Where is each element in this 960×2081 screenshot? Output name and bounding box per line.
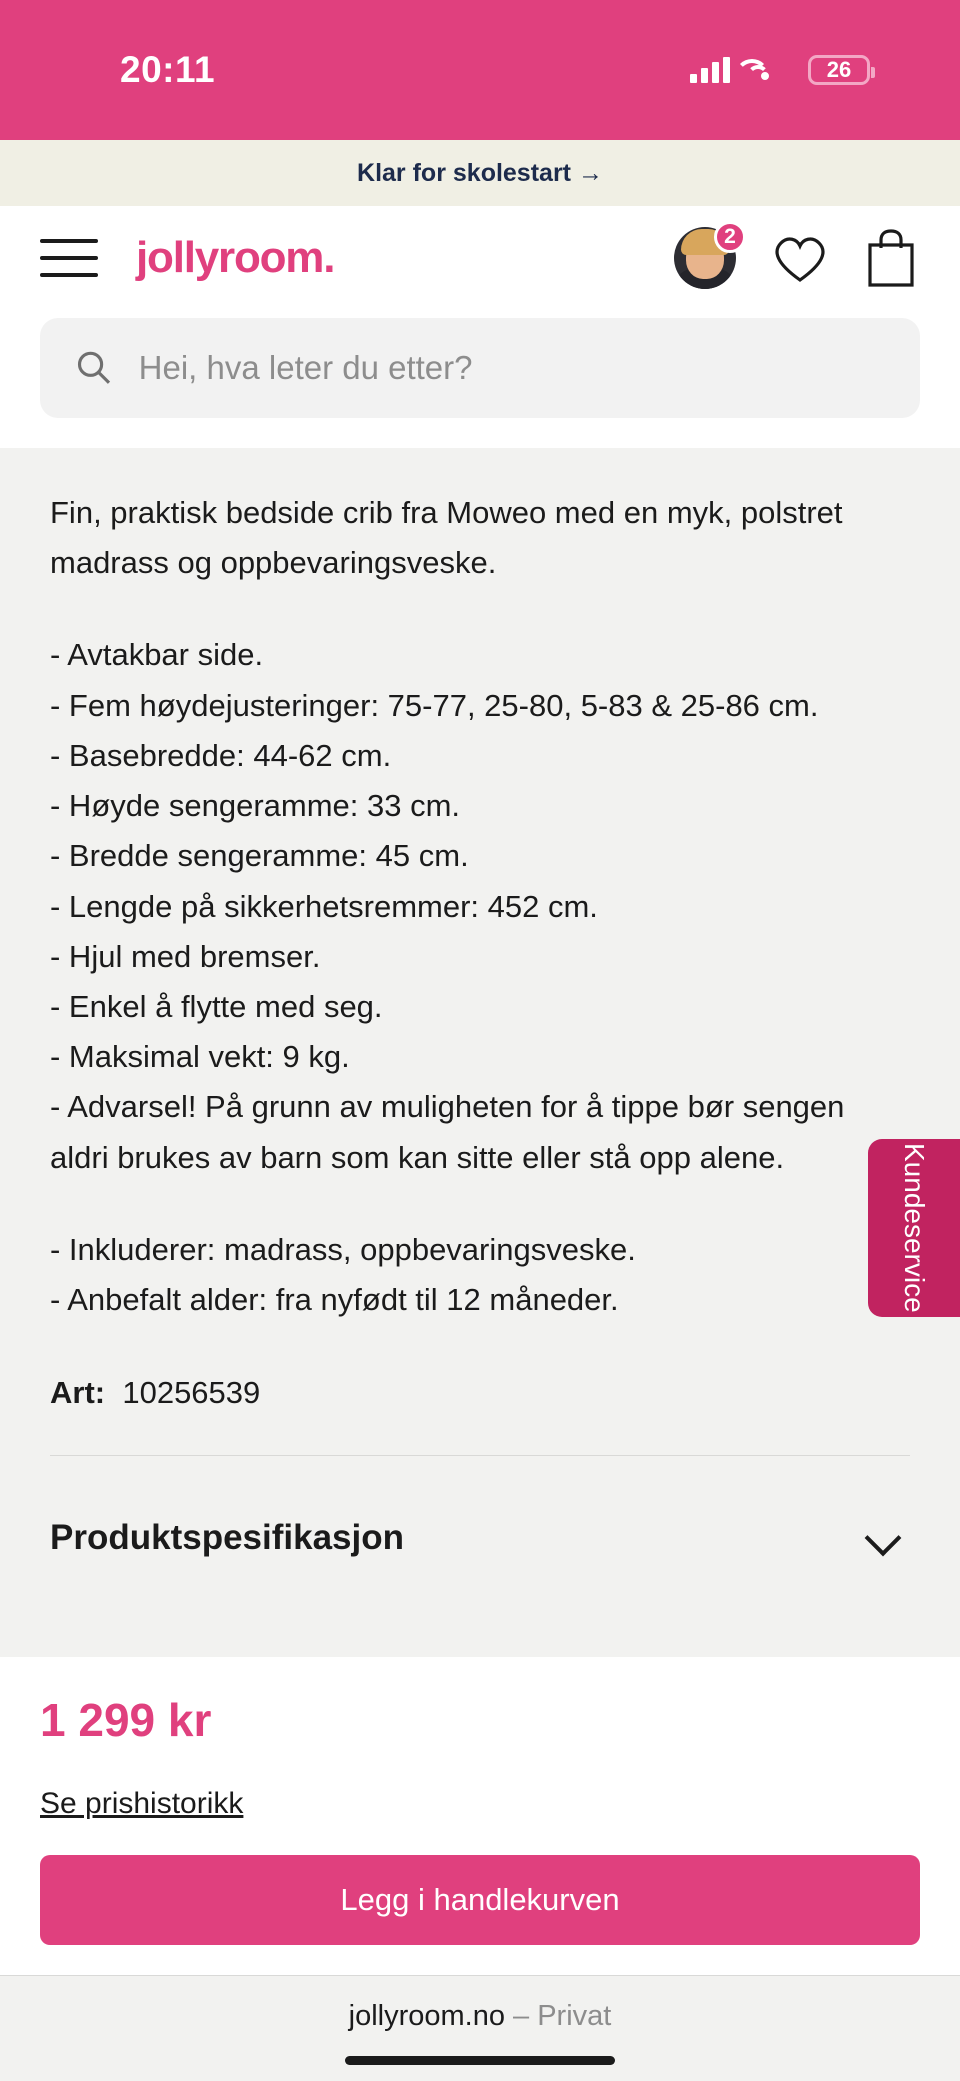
promo-banner-text: Klar for skolestart → [357,158,603,187]
product-specification-accordion[interactable] [50,1518,910,1558]
search-icon [74,347,113,389]
price-history-link[interactable]: Se prishistorikk [40,1787,244,1820]
site-header [0,206,960,310]
customer-service-tab[interactable] [868,1139,960,1317]
bullet-line: - Maksimal vekt: 9 kg. [50,1039,350,1075]
site-logo[interactable]: jollyroom. [136,233,335,282]
browser-url[interactable] [349,2000,612,2033]
promo-banner[interactable] [0,140,960,206]
description-intro: Fin, praktisk bedside crib fra Moweo med en myk, polstret madrass og oppbevaringsveske. [50,495,843,581]
url-host: jollyroom.no [348,2000,505,2032]
product-price: 1 299 kr [40,1694,212,1746]
customer-service-label: Kundeservice [899,1143,930,1313]
bullet-line: - Bredde sengeramme: 45 cm. [50,838,469,874]
bullet-line: - Fem høydejusteringer: 75-77, 25-80, 5-83 & 25-86 cm. [50,687,819,723]
heart-icon[interactable] [770,230,830,286]
wifi-icon [752,57,786,83]
cellular-signal-icon [690,57,730,83]
article-number: 10256539 [122,1375,261,1411]
bullet-line: - Avtakbar side. [50,637,264,673]
status-bar [0,0,960,140]
battery-icon [808,55,870,85]
includes-line: - Inkluderer: madrass, oppbevaringsveske. [50,1231,636,1267]
search-input[interactable] [139,349,886,387]
account-badge: 2 [714,221,746,253]
bullet-line: - Lengde på sikkerhetsremmer: 452 cm. [50,888,598,924]
search-bar-wrapper [0,310,960,448]
article-label: Art: [50,1375,106,1411]
includes-line: - Anbefalt alder: fra nyfødt til 12 måneder. [50,1282,619,1318]
description-gap [50,588,910,630]
product-description [50,488,910,1325]
chevron-down-icon [865,1520,902,1557]
home-indicator[interactable] [345,2056,615,2065]
account-button[interactable] [674,227,736,289]
add-to-cart-button[interactable]: Legg i handlekurven [40,1855,920,1945]
private-label: – Privat [513,2000,612,2032]
bullet-line: - Enkel å flytte med seg. [50,988,383,1024]
section-divider [50,1455,910,1456]
header-actions [674,227,918,289]
hamburger-menu-icon[interactable] [40,239,98,277]
search-bar[interactable] [40,318,920,418]
bullet-line: - Advarsel! På grunn av muligheten for å tippe bør sengen aldri brukes av barn som kan sitte eller stå opp alene. [50,1089,845,1175]
product-specification-title: Produktspesifikasjon [50,1518,404,1558]
status-time: 20:11 [120,49,216,90]
article-number-row [50,1375,910,1411]
description-gap [50,1183,910,1225]
battery-level: 26 [826,57,852,82]
bullet-line: - Basebredde: 44-62 cm. [50,737,392,773]
status-icons [690,55,870,85]
sticky-buy-bar [0,1657,960,1975]
bullet-line: - Høyde sengeramme: 33 cm. [50,788,461,824]
browser-bottom-bar [0,1975,960,2081]
bullet-line: - Hjul med bremser. [50,938,321,974]
shopping-bag-icon[interactable] [864,228,918,288]
